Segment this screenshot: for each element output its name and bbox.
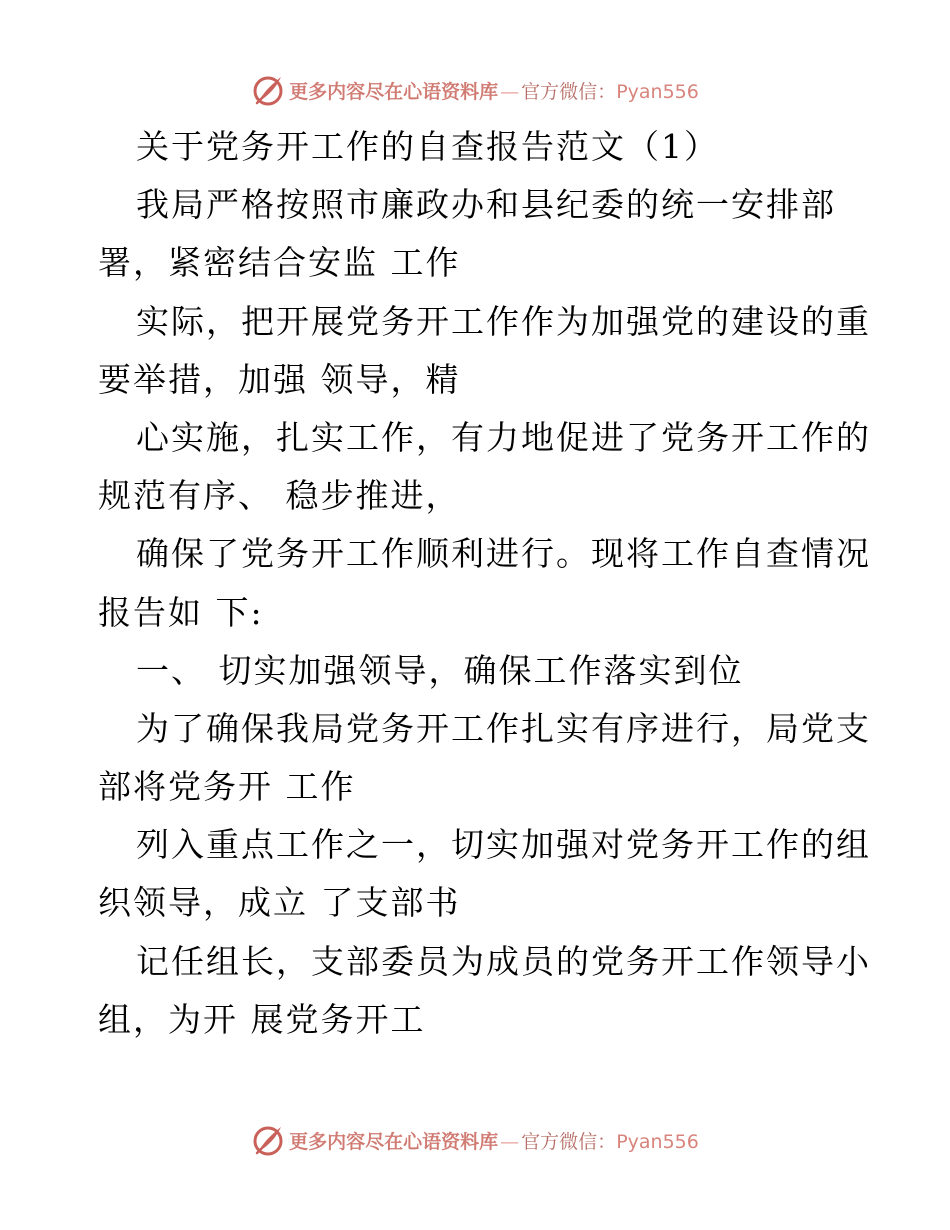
paragraph-line: 实际，把开展党务开工作作为加强党的建设的重	[136, 301, 871, 341]
watermark-brand: 更多内容尽在心语资料库	[289, 1130, 499, 1153]
paragraph-line: 报告如 下:	[98, 592, 264, 632]
feather-quill-logo-icon	[251, 73, 285, 107]
paragraph-line: 为了确保我局党务开工作扎实有序进行，局党支	[136, 708, 871, 748]
paragraph-line: 部将党务开 工作	[98, 767, 356, 807]
paragraph-line: 列入重点工作之一，切实加强对党务开工作的组	[136, 825, 871, 865]
feather-quill-logo-icon	[251, 1123, 285, 1157]
paragraph-line: 记任组长，支部委员为成员的党务开工作领导小	[136, 941, 871, 981]
header-watermark	[0, 70, 950, 110]
watermark-text	[289, 77, 699, 104]
document-title: 关于党务开工作的自查报告范文（1）	[136, 127, 719, 166]
paragraph-line: 署，紧密结合安监 工作	[98, 243, 461, 283]
watermark-wechat-id: Pyan556	[616, 80, 699, 103]
document-body	[98, 118, 871, 1049]
watermark-brand: 更多内容尽在心语资料库	[289, 80, 499, 103]
paragraph-line: 我局严格按照市廉政办和县纪委的统一安排部	[136, 185, 836, 225]
watermark-dash: —	[500, 1130, 520, 1153]
paragraph-line: 规范有序、 稳步推进，	[98, 476, 461, 516]
paragraph-line: 心实施，扎实工作，有力地促进了党务开工作的	[136, 417, 871, 457]
paragraph-line: 要举措，加强 领导，精	[98, 359, 461, 399]
paragraph-line: 织领导，成立 了支部书	[98, 883, 461, 923]
footer-watermark	[0, 1120, 950, 1160]
watermark-official-label: 官方微信：	[521, 80, 617, 103]
section-heading: 一、 切实加强领导，确保工作落实到位	[136, 650, 744, 690]
watermark-wechat-id: Pyan556	[616, 1130, 699, 1153]
paragraph-line: 确保了党务开工作顺利进行。现将工作自查情况	[136, 534, 871, 574]
watermark-text	[289, 1127, 699, 1154]
paragraph-line: 组，为开 展党务开工	[98, 999, 426, 1039]
watermark-dash: —	[500, 80, 520, 103]
watermark-official-label: 官方微信：	[521, 1130, 617, 1153]
